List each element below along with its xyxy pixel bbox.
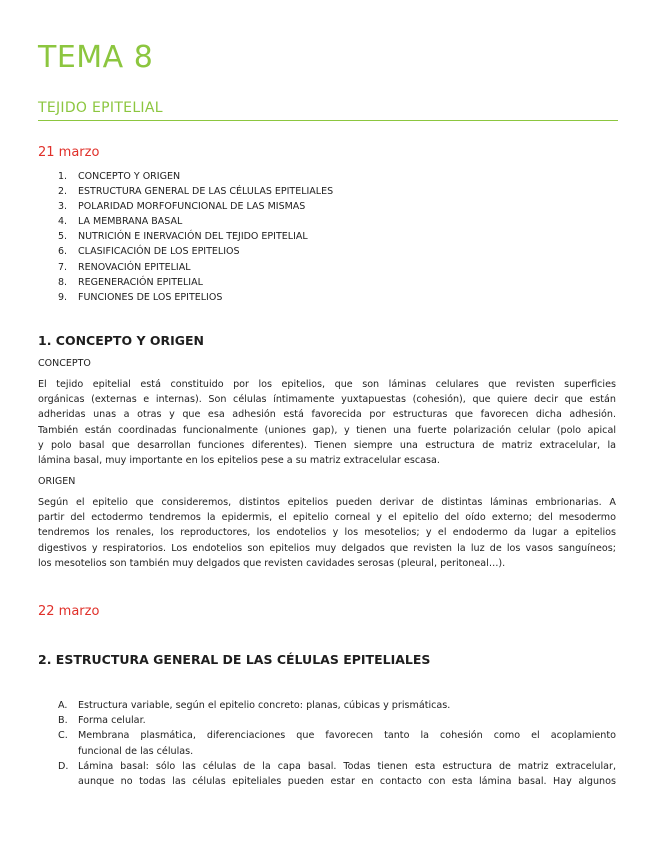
toc-item: [58, 260, 578, 275]
toc-label: POLARIDAD MORFOFUNCIONAL DE LAS MISMAS: [78, 201, 306, 213]
section-1-heading: 1. CONCEPTO Y ORIGEN: [38, 333, 205, 348]
toc-label: FUNCIONES DE LOS EPITELIOS: [78, 291, 223, 303]
toc-label: CLASIFICACIÓN DE LOS EPITELIOS: [78, 246, 240, 258]
list-item: [58, 728, 616, 758]
toc-number: 4.: [58, 216, 68, 228]
doc-subtitle: TEJIDO EPITELIAL: [38, 100, 163, 116]
toc-label: NUTRICIÓN E INERVACIÓN DEL TEJIDO EPITELIAL: [78, 231, 308, 243]
paragraph-line: adheridas unas a otras y que esa adhesión está favorecida por estructuras que favorecen dicha adhesión.: [38, 409, 616, 421]
toc-number: 9.: [58, 291, 68, 303]
toc-label: RENOVACIÓN EPITELIAL: [78, 261, 191, 273]
origen-label: ORIGEN: [38, 476, 76, 487]
toc-item: [58, 244, 578, 259]
paragraph-line: partir del ectodermo tendremos la epidermis, el epitelio corneal y el epitelio del oído externo; del mesodermo: [38, 512, 616, 524]
paragraph-line: Según el epitelio que consideremos, distintos epitelios pueden derivar de distintas láminas embrionarias. A: [38, 497, 616, 508]
toc-item: [58, 214, 578, 229]
toc-item: [58, 275, 578, 290]
list-letter: A.: [58, 700, 68, 711]
list-line: Lámina basal: sólo las células de la capa basal. Todas tienen esta estructura de matriz extracelular,: [78, 760, 616, 772]
list-line: Forma celular.: [78, 715, 146, 727]
toc-label: CONCEPTO Y ORIGEN: [78, 171, 181, 182]
doc-title: TEMA 8: [38, 40, 154, 75]
list-line: aunque no todas las células epiteliales pueden estar en contacto con esta lámina basal. Hay algunos: [78, 775, 616, 787]
paragraph-line: y polo basal que desarrollan funciones diferentes). Tienen siempre una estructura de matriz extracelular, la: [38, 439, 616, 451]
list-line: Membrana plasmática, diferenciaciones que favorecen tanto la cohesión como el acoplamiento: [78, 730, 616, 742]
list-item: [58, 759, 616, 789]
concepto-paragraph: [38, 377, 616, 468]
toc-item: [58, 229, 578, 244]
paragraph-line: El tejido epitelial está constituido por los epitelios, que son láminas celulares que revisten superficies: [38, 379, 616, 390]
list-letter: D.: [58, 760, 69, 772]
toc-number: 8.: [58, 276, 68, 288]
toc-label: ESTRUCTURA GENERAL DE LAS CÉLULAS EPITELIALES: [78, 186, 334, 198]
toc-label: LA MEMBRANA BASAL: [78, 216, 183, 228]
toc-label: REGENERACIÓN EPITELIAL: [78, 276, 203, 288]
toc-item: [58, 199, 578, 214]
list-letter: B.: [58, 715, 68, 727]
toc-number: 3.: [58, 201, 68, 213]
list-line: funcional de las células.: [78, 745, 194, 757]
list-item: [58, 713, 616, 728]
section-2-heading: 2. ESTRUCTURA GENERAL DE LAS CÉLULAS EPITELIALES: [38, 652, 431, 667]
date-heading-2: 22 marzo: [38, 604, 100, 619]
toc-item: [58, 169, 578, 184]
toc-number: 2.: [58, 186, 68, 198]
paragraph-line: También están coordinadas funcionalmente (uniones gap), y tienen una fuerte polarización celular (polo apical: [38, 424, 616, 436]
toc-number: 7.: [58, 261, 68, 273]
list-letter: C.: [58, 730, 68, 742]
paragraph-line: tendremos los renales, los reproductores, los endotelios y los mesotelios; y el endodermo da lugar a epitelios: [38, 527, 616, 539]
origen-paragraph: [38, 495, 616, 571]
date-heading-1: 21 marzo: [38, 145, 100, 160]
toc-number: 6.: [58, 246, 68, 258]
table-of-contents: [58, 169, 578, 305]
paragraph-line: lámina basal, muy importante en los epitelios pese a su matriz extracelular escasa.: [38, 454, 440, 466]
title-underline: [38, 120, 618, 121]
list-line: Estructura variable, según el epitelio concreto: planas, cúbicas y prismáticas.: [78, 700, 451, 711]
paragraph-line: los mesotelios son también muy delgados que revisten cavidades serosas (pleural, peritoneal…).: [38, 557, 506, 569]
concepto-label: CONCEPTO: [38, 358, 91, 369]
paragraph-line: digestivos y respiratorios. Los endotelios son epitelios muy delgados que revisten la luz de los vasos sanguíneos;: [38, 542, 616, 554]
paragraph-line: orgánicas (externas e internas). Son células íntimamente yuxtapuestas (cohesión), que quiere decir que están: [38, 394, 616, 406]
toc-number: 5.: [58, 231, 68, 243]
toc-number: 1.: [58, 171, 68, 182]
toc-item: [58, 184, 578, 199]
list-item: [58, 698, 616, 713]
toc-item: [58, 290, 578, 305]
structure-list: [58, 698, 616, 789]
